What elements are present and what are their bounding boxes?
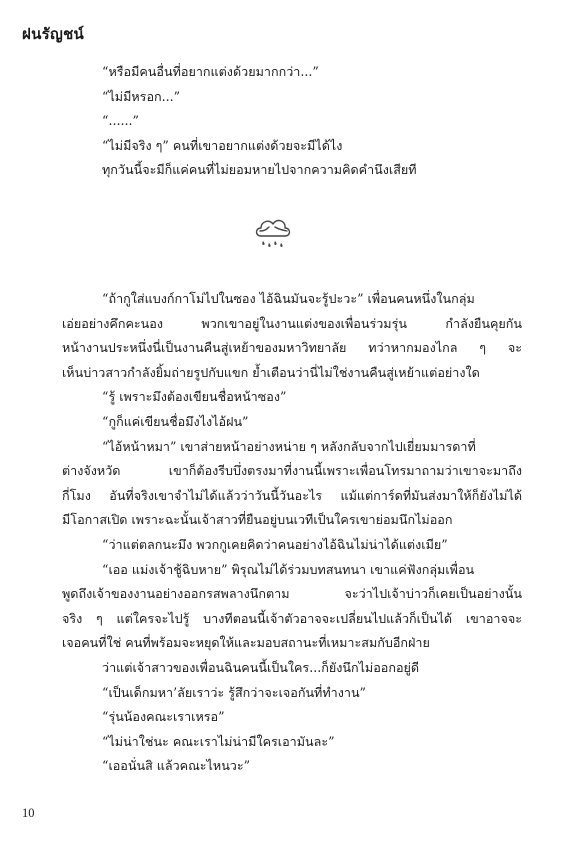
- paragraph-line: ว่าแต่เจ้าสาวของเพื่อนฉินคนนี้เป็นใคร...ก็ยังนึกไม่ออกอยู่ดี: [102, 659, 420, 675]
- paragraph-line: “เป็นเด็กมหา’ลัยเราว่ะ รู้สึกว่าจะเจอกันที่ทำงาน”: [102, 684, 366, 700]
- paragraph-line: เห็นบ่าวสาวกำลังยิ้มถ่ายรูปกับแขก ย้ำเตือนว่านี่ไม่ใช่งานคืนสู่เหย้าแต่อย่างใด: [62, 364, 480, 380]
- paragraph-line: “......”: [102, 113, 139, 129]
- paragraph-line: “ถ้ากูใส่แบงก์กาโม่ไปในซอง ไอ้ฉินมันจะรู้ปะวะ” เพื่อนคนหนึ่งในกลุ่ม: [102, 291, 475, 306]
- paragraph-line: ต่างจังหวัด เขาก็ต้องรีบบึ่งตรงมาที่งานนี้เพราะเพื่อนโทรมาถามว่าเขาจะมาถึง: [62, 463, 522, 479]
- paragraph-line: เอ่ยอย่างคึกคะนอง พวกเขาอยู่ในงานแต่งของเพื่อนร่วมรุ่น กำลังยืนคุยกัน: [62, 315, 522, 331]
- paragraph-line: เจอคนที่ใช่ คนที่พร้อมจะหยุดให้และมอบสถานะที่เหมาะสมกับอีกฝ่าย: [62, 635, 430, 651]
- paragraph-line: หน้างานประหนึ่งนี่เป็นงานคืนสู่เหย้าของมหาวิทยาลัย ทว่าหากมองไกล ๆ จะ: [62, 340, 522, 356]
- paragraph-line: “รุ่นน้องคณะเราเหรอ”: [102, 709, 225, 725]
- rain-cloud-svg: [251, 210, 295, 254]
- paragraph-line: “ไอ้หน้าหมา” เขาส่ายหน้าอย่างหน่าย ๆ หลังกลับจากไปเยี่ยมมารดาที่: [102, 438, 476, 454]
- paragraph-line: “เออนั่นสิ แล้วคณะไหนวะ”: [102, 758, 251, 774]
- paragraph-line: มีโอกาสเปิด เพราะฉะนั้นเจ้าสาวที่ยืนอยู่บนเวทีเป็นใครเขาย่อมนึกไม่ออก: [62, 512, 453, 528]
- paragraph-line: “ไม่มีหรอก...”: [102, 88, 181, 104]
- paragraph-line: “ไม่น่าใช่นะ คณะเราไม่น่ามีใครเอามันละ”: [102, 733, 335, 749]
- page-number: 10: [22, 806, 35, 820]
- paragraph-line: พูดถึงเจ้าของงานอย่างออกรสพลางนึกตาม จะว่าไปเจ้าบ่าวก็เคยเป็นอย่างนั้น: [62, 586, 522, 602]
- paragraph-line: “ว่าแต่ตลกนะมึง พวกกูเคยคิดว่าคนอย่างไอ้ฉินไม่น่าได้แต่งเมีย”: [102, 536, 448, 552]
- paragraph-line: กี่โมง อันที่จริงเขาจำไม่ได้แล้วว่าวันนี้วันอะไร แม้แต่การ์ดที่มันส่งมาให้ก็ยังไม่ได้: [62, 487, 522, 503]
- paragraph-line: ทุกวันนี้จะมีก็แค่คนที่ไม่ยอมหายไปจากความคิดคำนึงเสียที: [102, 162, 417, 178]
- text-block-1: [62, 60, 522, 183]
- paragraph-line: “รู้ เพราะมึงต้องเขียนชื่อหน้าซอง”: [102, 389, 287, 405]
- paragraph-line: “หรือมีคนอื่นที่อยากแต่งด้วยมากกว่า...”: [102, 64, 319, 79]
- rain-cloud-icon: [251, 210, 295, 254]
- paragraph-line: “ไม่มีจริง ๆ” คนที่เขาอยากแต่งด้วยจะมีได้ไง: [102, 137, 343, 153]
- paragraph-line: “กูก็แค่เขียนชื่อมึงไงไอ้ฝน”: [102, 413, 249, 429]
- running-header-title: ฝนรัญชน์: [22, 25, 85, 43]
- text-block-2: [62, 287, 522, 779]
- paragraph-line: จริง ๆ แต่ใครจะไปรู้ บางทีตอนนี้เจ้าตัวอาจจะเปลี่ยนไปแล้วก็เป็นได้ เขาอาจจะ: [62, 610, 522, 626]
- paragraph-line: “เออ แม่งเจ้าชู้ฉิบหาย” พิรุณไม่ได้ร่วมบทสนทนา เขาแค่ฟังกลุ่มเพื่อน: [102, 561, 475, 577]
